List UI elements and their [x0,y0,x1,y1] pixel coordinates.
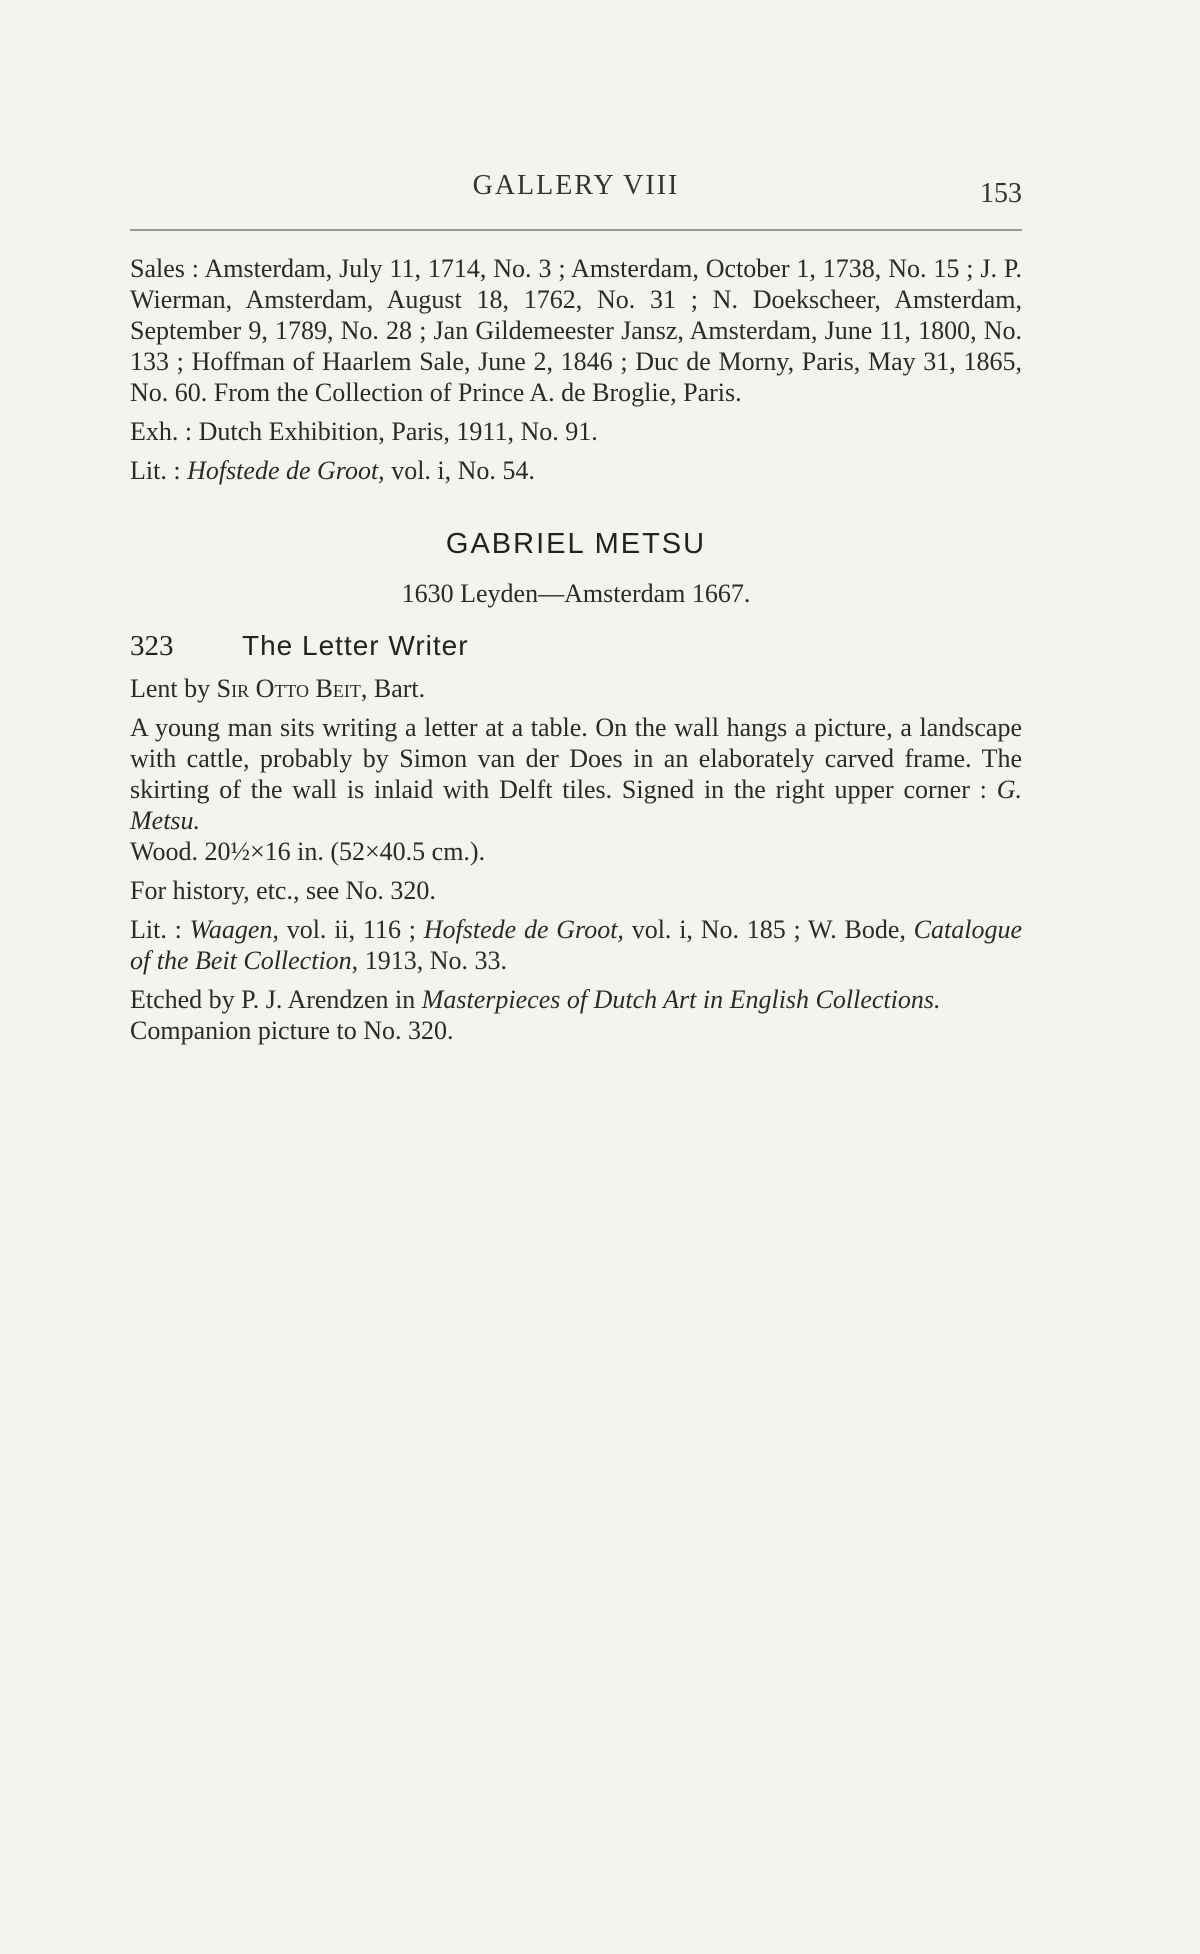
description-paragraph [130,712,1022,867]
lit-waagen: Waagen, [189,915,279,944]
literature-line [130,455,1022,486]
page-body [130,253,1022,1046]
lent-suffix: , Bart. [360,674,426,703]
lit-mid1: vol. ii, 116 ; [278,915,424,944]
running-title: GALLERY VIII [472,170,680,201]
exhibition-line: Exh. : Dutch Exhibition, Paris, 1911, No. 91. [130,417,598,446]
lit-end: 1913, No. 33. [358,946,507,975]
lot-number: 323 [130,630,174,662]
entry-literature [130,914,1022,976]
etched-prefix: Etched by P. J. Arendzen in [130,985,422,1014]
lit-prefix: Lit. : [130,456,188,485]
lent-prefix: Lent by [130,674,217,703]
entry-lit-prefix: Lit. : [130,915,190,944]
lender-name: Sir Otto Beit [216,674,361,703]
description-text: A young man sits writing a letter at a table. On the wall hangs a picture, a landscape with cattle, probably by Simon van der Does in an elaborately carved frame. The skirting of the wall is inlaid with Delft tiles. Signed in the right upper corner : [130,713,1022,804]
entry-heading [130,627,1022,665]
lender-line [130,673,1022,704]
artist-name: GABRIEL METSU [445,528,707,560]
signature: G. Metsu. [130,775,1022,835]
medium-dimensions: Wood. 20½×16 in. (52×40.5 cm.). [130,837,486,866]
header-rule [130,229,1022,231]
page-number: 153 [980,178,1022,209]
companion-line: Companion picture to No. 320. [130,1016,454,1045]
sales-paragraph: Sales : Amsterdam, July 11, 1714, No. 3 ; Amsterdam, October 1, 1738, No. 15 ; J. P. Wierman, Amsterdam, August 18, 1762, No. 31 ; N. Doekscheer, Amsterdam, September 9, 1789, No. 28 ; Jan Gildemeester Jansz, Amsterdam, June 11, 1800, No. 133 ; Hoffman of Haarlem Sale, June 2, 1846 ; Duc de Morny, Paris, May 31, 1865, No. 60. From the Collection of Prince A. de Broglie, Paris. [130,254,1022,407]
lit-author: Hofstede de Groot, [187,456,385,485]
lit-mid2: vol. i, No. 185 ; W. Bode, [623,915,914,944]
entry-title: The Letter Writer [242,630,469,661]
history-line: For history, etc., see No. 320. [130,876,436,905]
etched-paragraph [130,984,1022,1046]
lit-bode-title: Catalogue of the Beit Collection, [130,915,1022,975]
lit-rest: vol. i, No. 54. [384,456,535,485]
etched-title: Masterpieces of Dutch Art in English Collections. [421,985,941,1014]
lit-hofstede: Hofstede de Groot, [423,915,624,944]
page-header [130,170,1022,232]
artist-dates: 1630 Leyden—Amsterdam 1667. [401,579,751,608]
